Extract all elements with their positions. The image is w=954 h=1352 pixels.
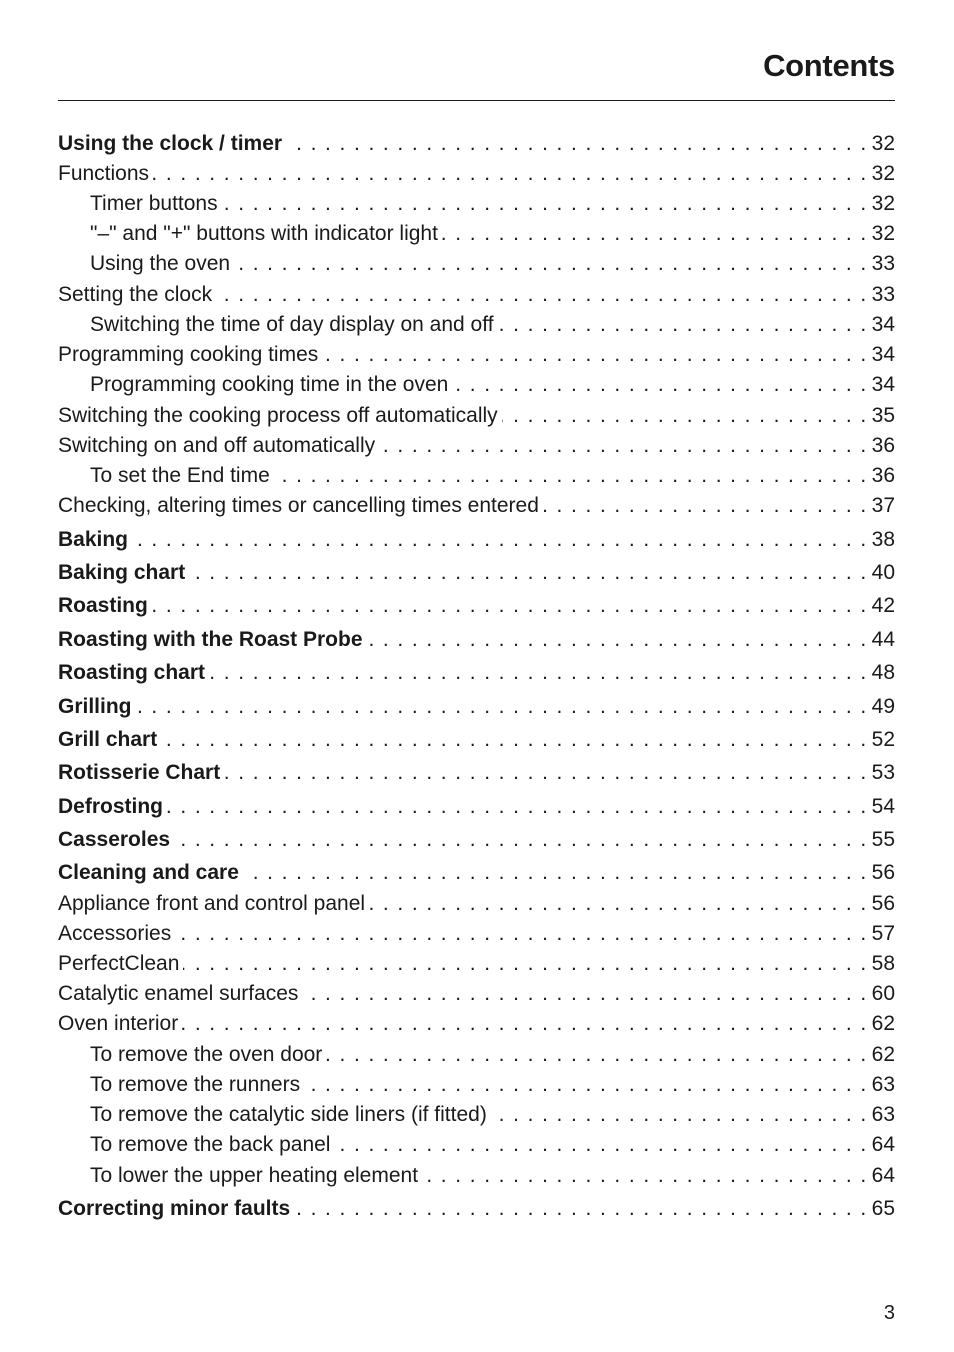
toc-entry-label: Checking, altering times or cancelling times entered <box>58 494 539 517</box>
toc-entry[interactable] <box>58 1130 895 1160</box>
toc-entry-label: Casseroles <box>58 828 171 851</box>
toc-entry-page: 37 <box>871 494 895 517</box>
dot-leader <box>175 919 867 949</box>
toc-entry[interactable] <box>58 525 895 555</box>
toc-entry-page: 54 <box>871 795 895 818</box>
toc-entry-label: Using the clock / timer <box>58 132 283 155</box>
page-title: Contents <box>763 48 895 83</box>
toc-entry[interactable] <box>58 558 895 588</box>
toc-entry-page: 34 <box>871 343 895 366</box>
toc-entry-page: 62 <box>871 1043 895 1066</box>
toc-entry-page: 32 <box>871 222 895 245</box>
toc-entry[interactable] <box>58 1194 895 1224</box>
toc-entry-label: Programming cooking times <box>58 343 319 366</box>
toc-entry-page: 63 <box>871 1073 895 1096</box>
toc-entry-page: 32 <box>871 162 895 185</box>
toc-entry-page: 58 <box>871 952 895 975</box>
toc-entry-label: Rotisserie Chart <box>58 761 221 784</box>
toc-entry-label: Switching on and off automatically <box>58 434 376 457</box>
toc-entry-label: Baking <box>58 528 129 551</box>
toc-entry-label: Programming cooking time in the oven <box>90 373 449 396</box>
toc-entry[interactable] <box>58 1070 895 1100</box>
dot-leader <box>189 558 867 588</box>
toc-entry[interactable] <box>58 129 895 159</box>
toc-entry-label: To remove the back panel <box>90 1133 331 1156</box>
toc-entry[interactable] <box>58 889 895 919</box>
toc-entry[interactable] <box>58 658 895 688</box>
dot-leader <box>286 129 868 159</box>
toc-entry-page: 44 <box>871 628 895 651</box>
toc-entry[interactable] <box>58 825 895 855</box>
dot-leader <box>234 249 868 279</box>
dot-leader <box>543 491 868 521</box>
toc-entry-page: 32 <box>871 132 895 155</box>
toc-entry-page: 36 <box>871 464 895 487</box>
toc-entry-label: "–" and "+" buttons with indicator light <box>90 222 438 245</box>
dot-leader <box>322 340 867 370</box>
toc-entry-label: Timer buttons <box>90 192 218 215</box>
toc-entry[interactable] <box>58 431 895 461</box>
toc-entry[interactable] <box>58 692 895 722</box>
toc-entry-label: Setting the clock <box>58 283 213 306</box>
toc-entry-label: Switching the cooking process off automatically <box>58 404 498 427</box>
toc-entry-page: 36 <box>871 434 895 457</box>
toc-entry[interactable] <box>58 792 895 822</box>
toc-entry-page: 62 <box>871 1012 895 1035</box>
toc-entry[interactable] <box>58 370 895 400</box>
dot-leader <box>498 310 868 340</box>
toc-entry-page: 34 <box>871 373 895 396</box>
toc-entry-page: 60 <box>871 982 895 1005</box>
toc-entry-label: Grilling <box>58 695 132 718</box>
dot-leader <box>182 1009 867 1039</box>
toc-entry-page: 56 <box>871 861 895 884</box>
toc-entry[interactable] <box>58 1161 895 1191</box>
dot-leader <box>136 692 868 722</box>
dot-leader <box>216 280 868 310</box>
toc-entry[interactable] <box>58 461 895 491</box>
toc-entry[interactable] <box>58 189 895 219</box>
dot-leader <box>302 979 867 1009</box>
toc-entry-page: 55 <box>871 828 895 851</box>
toc-entry-page: 48 <box>871 661 895 684</box>
toc-entry[interactable] <box>58 858 895 888</box>
toc-entry-label: To remove the runners <box>90 1073 301 1096</box>
toc-entry-page: 64 <box>871 1164 895 1187</box>
toc-entry[interactable] <box>58 401 895 431</box>
toc-entry-label: Switching the time of day display on and off <box>90 313 494 336</box>
toc-entry-page: 63 <box>871 1103 895 1126</box>
dot-leader <box>422 1161 868 1191</box>
toc-entry[interactable] <box>58 1100 895 1130</box>
dot-leader <box>224 758 867 788</box>
dot-leader <box>326 1040 867 1070</box>
toc-entry-page: 57 <box>871 922 895 945</box>
toc-entry-label: Correcting minor faults <box>58 1197 291 1220</box>
dot-leader <box>452 370 867 400</box>
toc-entry-page: 34 <box>871 313 895 336</box>
toc-entry-label: Cleaning and care <box>58 861 239 884</box>
toc-entry[interactable] <box>58 1040 895 1070</box>
toc-entry-page: 56 <box>871 892 895 915</box>
toc-entry-page: 52 <box>871 728 895 751</box>
dot-leader <box>294 1194 867 1224</box>
toc-entry-page: 53 <box>871 761 895 784</box>
toc-entry-label: Grill chart <box>58 728 158 751</box>
toc-entry[interactable] <box>58 280 895 310</box>
dot-leader <box>161 725 867 755</box>
dot-leader <box>491 1100 868 1130</box>
toc-entry-label: Roasting <box>58 594 148 617</box>
toc-entry[interactable] <box>58 591 895 621</box>
toc-entry-label: Roasting with the Roast Probe <box>58 628 363 651</box>
toc-entry[interactable] <box>58 1009 895 1039</box>
toc-entry-page: 42 <box>871 594 895 617</box>
toc-entry[interactable] <box>58 310 895 340</box>
toc-entry-page: 40 <box>871 561 895 584</box>
title-divider <box>58 100 895 101</box>
toc-entry-page: 33 <box>871 252 895 275</box>
dot-leader <box>152 591 868 621</box>
dot-leader <box>174 825 868 855</box>
toc-entry[interactable] <box>58 725 895 755</box>
dot-leader <box>369 889 868 919</box>
toc-entry[interactable] <box>58 625 895 655</box>
toc-entry-page: 65 <box>871 1197 895 1220</box>
dot-leader <box>209 658 868 688</box>
toc-entry[interactable] <box>58 949 895 979</box>
toc-entry-label: To set the End time <box>90 464 270 487</box>
dot-leader <box>153 159 868 189</box>
dot-leader <box>243 858 868 888</box>
toc-entry[interactable] <box>58 979 895 1009</box>
dot-leader <box>222 189 868 219</box>
toc-entry[interactable] <box>58 159 895 189</box>
dot-leader <box>502 401 868 431</box>
toc-entry[interactable] <box>58 249 895 279</box>
toc-entry-label: Catalytic enamel surfaces <box>58 982 299 1005</box>
toc-entry-label: Baking chart <box>58 561 186 584</box>
dot-leader <box>132 525 868 555</box>
toc-entry[interactable] <box>58 919 895 949</box>
dot-leader <box>334 1130 867 1160</box>
toc-entry-page: 32 <box>871 192 895 215</box>
toc-entry-label: Functions <box>58 162 150 185</box>
toc-entry-label: Oven interior <box>58 1012 179 1035</box>
toc-entry-label: Using the oven <box>90 252 231 275</box>
page-number: 3 <box>883 1302 895 1324</box>
dot-leader <box>379 431 868 461</box>
dot-leader <box>167 792 868 822</box>
toc-entry-label: Roasting chart <box>58 661 206 684</box>
toc-entry-label: To lower the upper heating element <box>90 1164 419 1187</box>
dot-leader <box>442 219 868 249</box>
dot-leader <box>367 625 868 655</box>
toc-entry[interactable] <box>58 219 895 249</box>
dot-leader <box>304 1070 868 1100</box>
toc-entry-label: Defrosting <box>58 795 163 818</box>
toc-entry-page: 49 <box>871 695 895 718</box>
toc-entry[interactable] <box>58 758 895 788</box>
toc-entry-label: To remove the catalytic side liners (if fitted) <box>90 1103 487 1126</box>
toc-entry-label: Accessories <box>58 922 172 945</box>
dot-leader <box>274 461 868 491</box>
toc-entry-page: 33 <box>871 283 895 306</box>
toc-entry-page: 38 <box>871 528 895 551</box>
toc-entry[interactable] <box>58 491 895 521</box>
dot-leader <box>183 949 867 979</box>
toc-entry-label: PerfectClean <box>58 952 180 975</box>
toc-entry[interactable] <box>58 340 895 370</box>
toc-entry-page: 64 <box>871 1133 895 1156</box>
toc-entry-label: Appliance front and control panel <box>58 892 366 915</box>
toc-entry-page: 35 <box>871 404 895 427</box>
toc-entry-label: To remove the oven door <box>90 1043 323 1066</box>
